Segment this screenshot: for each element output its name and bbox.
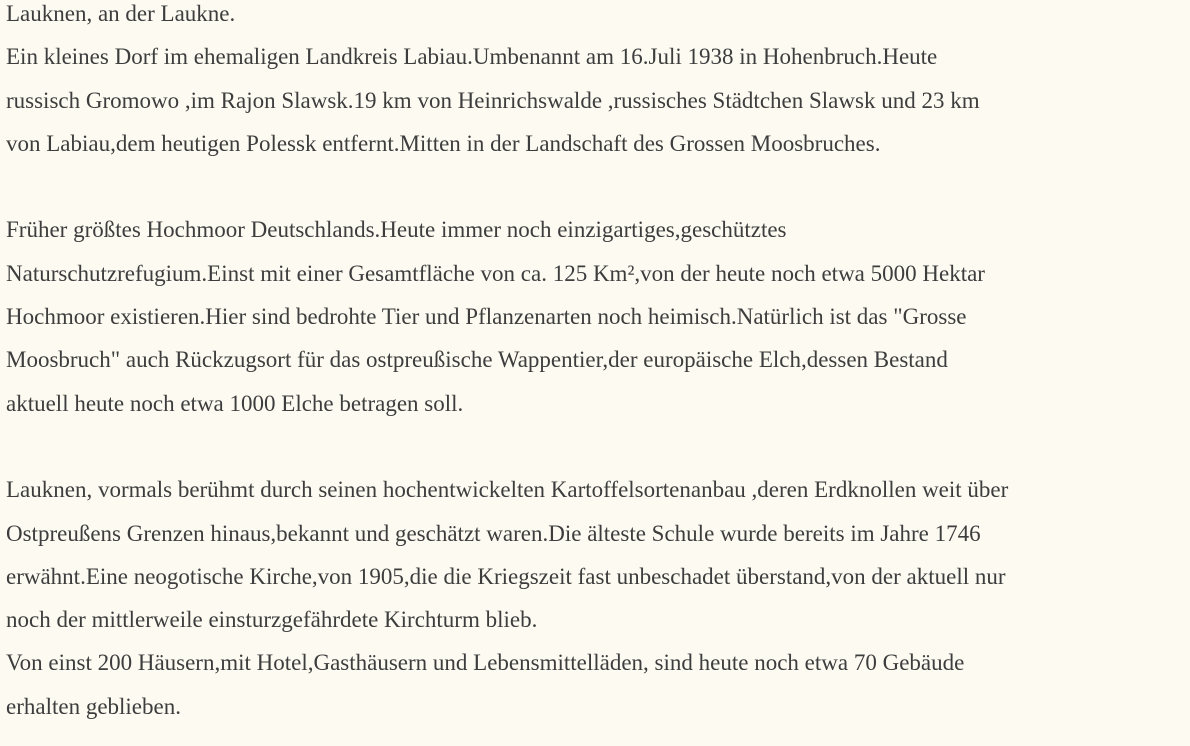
paragraph-moor	[6, 208, 1190, 424]
text-line: von Labiau,dem heutigen Polessk entfernt.Mitten in der Landschaft des Grossen Moosbruches.	[6, 130, 881, 156]
text-line: Früher größtes Hochmoor Deutschlands.Heute immer noch einzigartiges,geschütztes	[6, 217, 787, 243]
text-line: Ein kleines Dorf im ehemaligen Landkreis Labiau.Umbenannt am 16.Juli 1938 in Hohenbruch.Heute	[6, 44, 938, 70]
text-line: noch der mittlerweile einsturzgefährdete Kirchturm blieb.	[6, 607, 538, 633]
text-line: russisch Gromowo ,im Rajon Slawsk.19 km von Heinrichswalde ,russisches Städtchen Slawsk und 23 km	[6, 87, 980, 113]
text-line: Lauknen, vormals berühmt durch seinen hochentwickelten Kartoffelsortenanbau ,deren Erdknollen weit über	[6, 477, 1009, 503]
text-line: Hochmoor existieren.Hier sind bedrohte Tier und Pflanzenarten noch heimisch.Natürlich ist das "Grosse	[6, 304, 967, 330]
paragraph-history	[6, 468, 1190, 728]
paragraph-spacer	[6, 425, 1190, 468]
text-line: aktuell heute noch etwa 1000 Elche betragen soll.	[6, 390, 464, 416]
text-line: Von einst 200 Häusern,mit Hotel,Gasthäusern und Lebensmittelläden, sind heute noch etwa 70 Gebäude	[6, 650, 965, 676]
text-line: Ostpreußens Grenzen hinaus,bekannt und geschätzt waren.Die älteste Schule wurde bereits im Jahre 1746	[6, 520, 981, 546]
text-line: erhalten geblieben.	[6, 693, 181, 719]
paragraph-intro	[6, 0, 1190, 165]
text-line: Moosbruch" auch Rückzugsort für das ostpreußische Wappentier,der europäische Elch,dessen Bestand	[6, 347, 948, 373]
text-line: Lauknen, an der Laukne.	[6, 1, 236, 26]
text-line: Naturschutzrefugium.Einst mit einer Gesamtfläche von ca. 125 Km²,von der heute noch etwa 5000 Hektar	[6, 260, 985, 286]
paragraph-spacer	[6, 165, 1190, 208]
text-line: erwähnt.Eine neogotische Kirche,von 1905,die die Kriegszeit fast unbeschadet überstand,von der aktuell nur	[6, 563, 1006, 589]
